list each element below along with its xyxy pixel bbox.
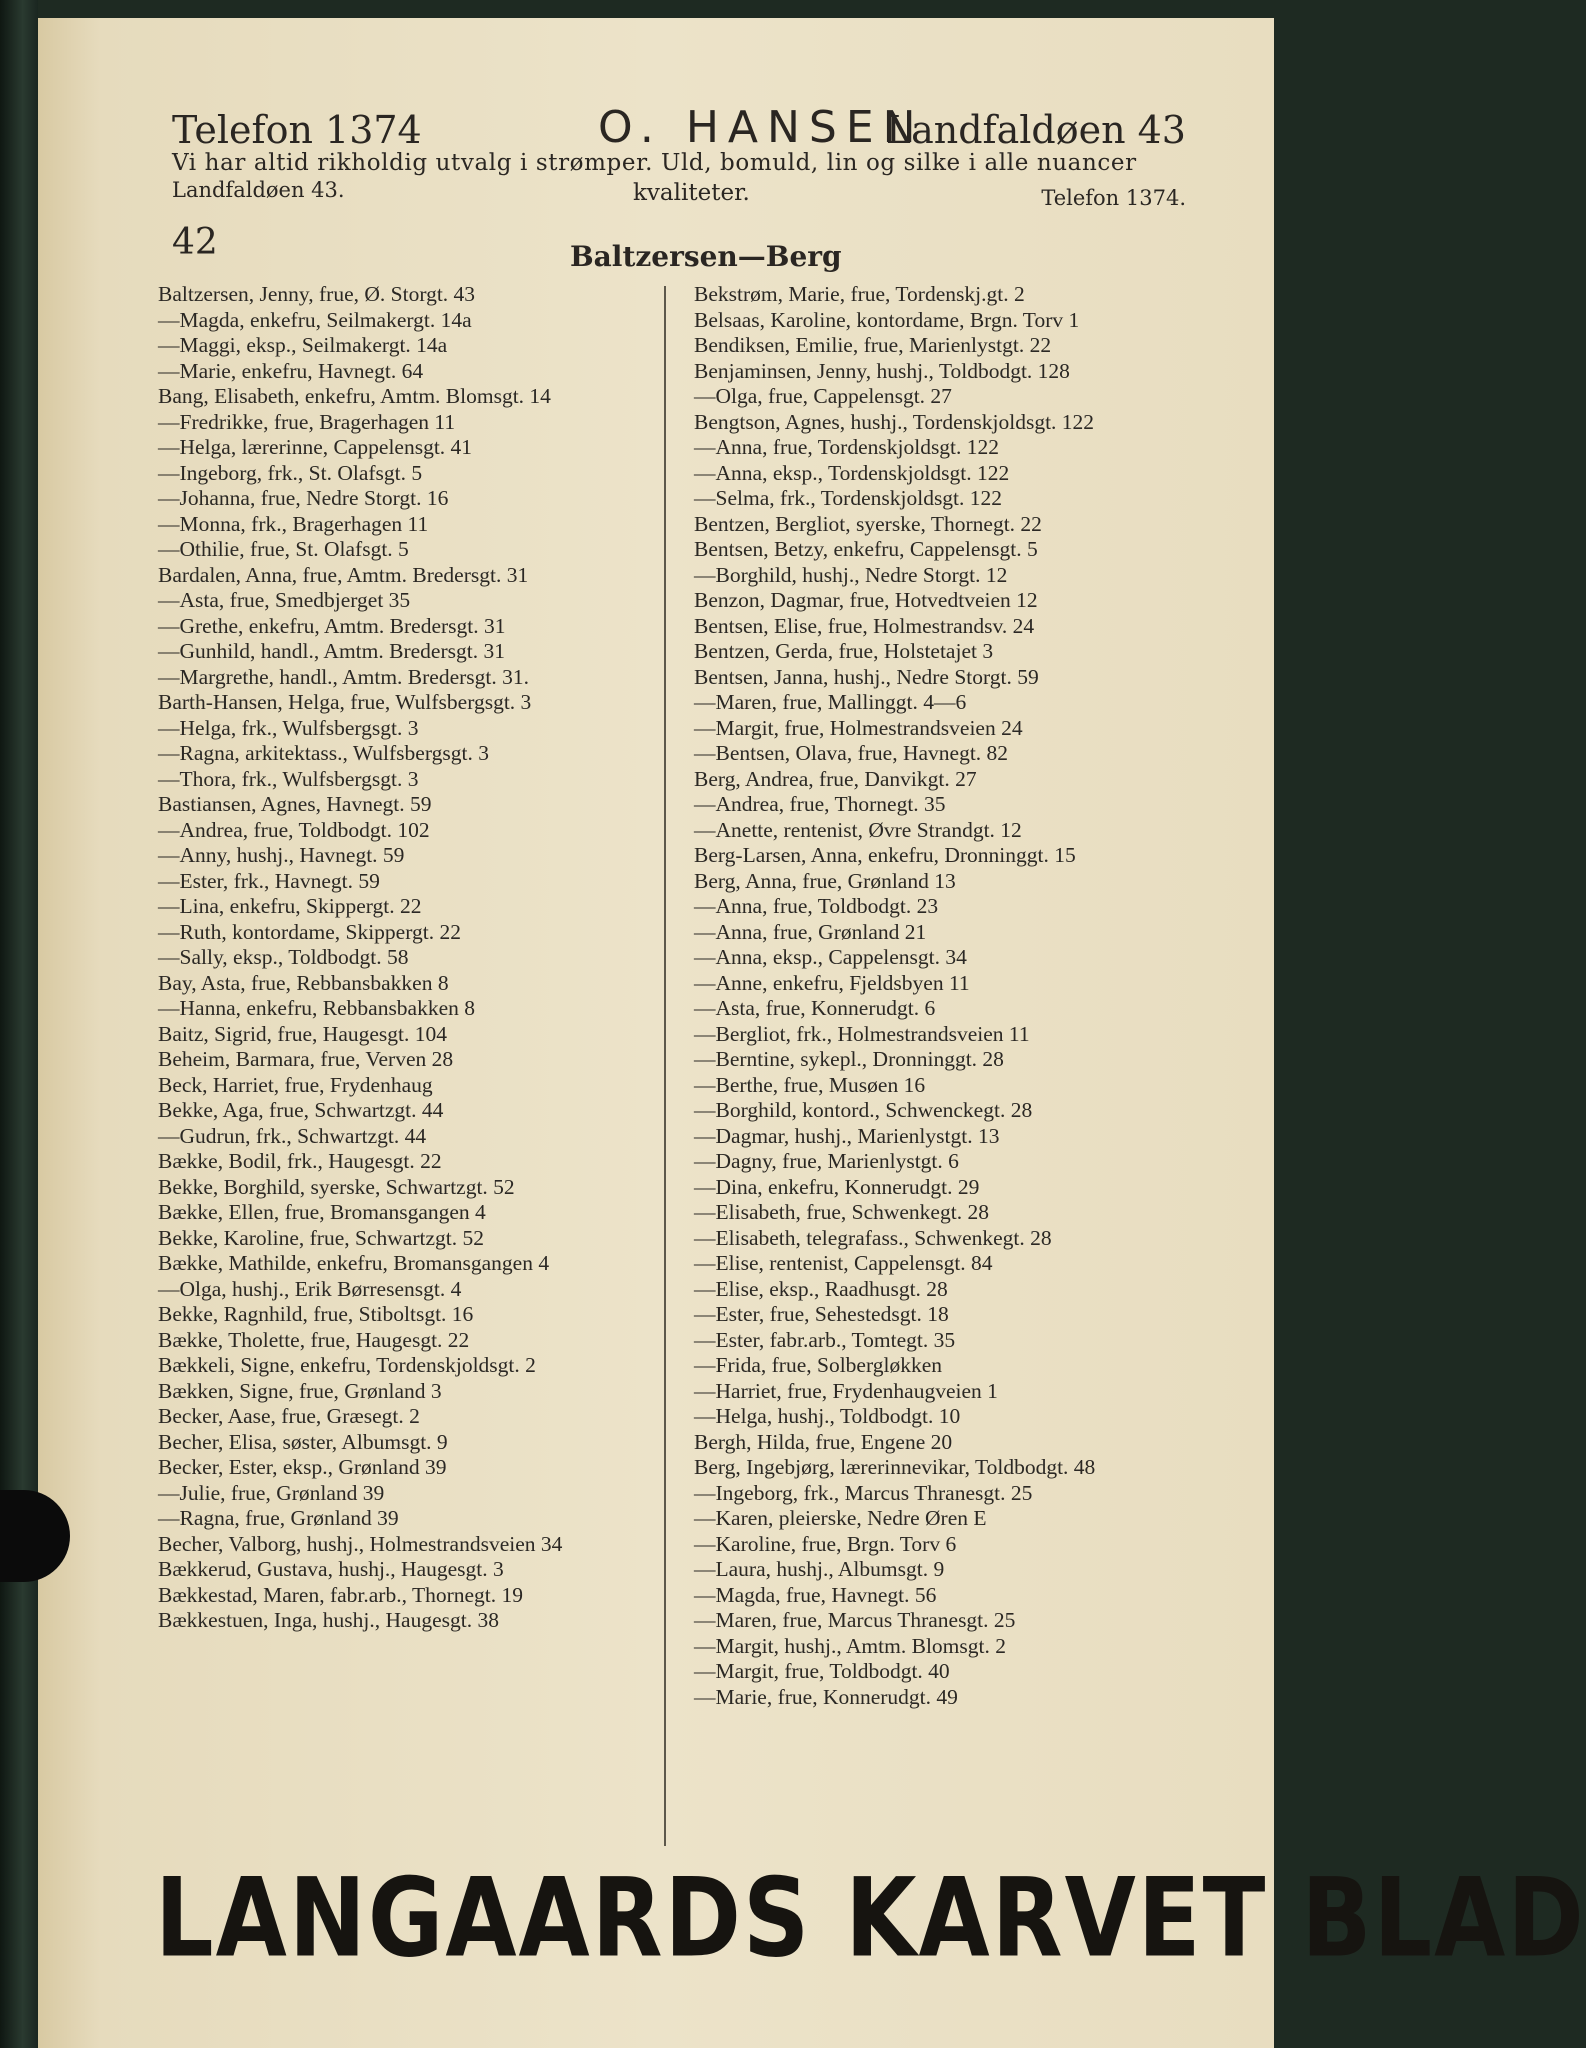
directory-entry: Bentzen, Bergliot, syerske, Thornegt. 22 [694,511,1042,536]
directory-entry: Becker, Ester, eksp., Grønland 39 [158,1455,447,1479]
directory-entry: Baltzersen, Jenny, frue, Ø. Storgt. 43 [158,282,476,306]
directory-entry: —Berntine, sykepl., Dronninggt. 28 [694,1047,1004,1071]
directory-entry: —Asta, frue, Konnerudgt. 6 [694,996,936,1020]
advertisement-banner: LANGAARDS KARVET BLAD [155,1855,1586,1982]
book-binding [0,0,38,2048]
directory-entry: Bekke, Aga, frue, Schwartzgt. 44 [158,1098,444,1122]
directory-entry: Bekstrøm, Marie, frue, Tordenskj.gt. 2 [694,282,1025,306]
directory-entry: Bækkerud, Gustava, hushj., Haugesgt. 3 [158,1557,504,1581]
directory-entry: Barth-Hansen, Helga, frue, Wulfsbergsgt. 3 [158,690,532,714]
directory-entry: —Hanna, enkefru, Rebbansbakken 8 [158,996,476,1020]
right-column [694,282,1194,1710]
directory-entry: —Maren, frue, Marcus Thranesgt. 25 [694,1608,1016,1632]
directory-entry: —Helga, frk., Wulfsbergsgt. 3 [158,715,419,740]
directory-entry: Berg, Anna, frue, Grønland 13 [694,868,956,893]
directory-entry: —Anna, frue, Toldbodgt. 23 [694,894,939,918]
directory-entry: —Dagny, frue, Marienlystgt. 6 [694,1149,959,1173]
header-address-right: Landfaldøen 43 [885,108,1186,152]
column-divider [664,286,666,1846]
directory-entry: Bentsen, Betzy, enkefru, Cappelensgt. 5 [694,537,1038,561]
directory-entry: —Fredrikke, frue, Bragerhagen 11 [158,409,456,434]
directory-entry: —Othilie, frue, St. Olafsgt. 5 [158,537,409,561]
directory-entry: —Grethe, enkefru, Amtm. Bredersgt. 31 [158,613,506,638]
header-telefon-right: Telefon 1374. [1041,186,1186,210]
directory-entry: Becker, Aase, frue, Græsegt. 2 [158,1404,420,1428]
directory-entry: Bastiansen, Agnes, Havnegt. 59 [158,792,432,816]
directory-entry: Bække, Ellen, frue, Bromansgangen 4 [158,1200,486,1224]
directory-entry: Berg, Andrea, frue, Danvikgt. 27 [694,766,977,791]
directory-entry: —Magda, frue, Havnegt. 56 [694,1582,937,1607]
directory-entry: Becher, Valborg, hushj., Holmestrandsveien 34 [158,1531,563,1556]
directory-entry: Bekke, Ragnhild, frue, Stiboltsgt. 16 [158,1302,474,1326]
directory-entry: Bergh, Hilda, frue, Engene 20 [694,1429,953,1454]
directory-entry: —Karoline, frue, Brgn. Torv 6 [694,1531,957,1556]
directory-entry: —Asta, frue, Smedbjerget 35 [158,588,411,612]
directory-entry: Bækkestuen, Inga, hushj., Haugesgt. 38 [158,1608,499,1632]
directory-entry: —Olga, frue, Cappelensgt. 27 [694,384,952,408]
directory-entry: —Anna, eksp., Tordenskjoldsgt. 122 [694,460,1010,485]
directory-entry: Bækkeli, Signe, enkefru, Tordenskjoldsgt. 2 [158,1353,536,1377]
directory-entry: —Anne, enkefru, Fjeldsbyen 11 [694,970,970,995]
directory-entry: —Borghild, hushj., Nedre Storgt. 12 [694,562,1008,587]
directory-entry: —Maggi, eksp., Seilmakergt. 14a [158,333,448,357]
directory-entry: —Andrea, frue, Toldbodgt. 102 [158,817,430,842]
directory-entry: —Thora, frk., Wulfsbergsgt. 3 [158,766,419,791]
directory-entry: Bække, Bodil, frk., Haugesgt. 22 [158,1149,442,1173]
directory-entry: Bardalen, Anna, frue, Amtm. Bredersgt. 31 [158,562,529,587]
directory-entry: Bengtson, Agnes, hushj., Tordenskjoldsgt. 122 [694,409,1095,434]
directory-entry: Berg, Ingebjørg, lærerinnevikar, Toldbodgt. 48 [694,1455,1096,1479]
directory-entry: —Gudrun, frk., Schwartzgt. 44 [158,1123,427,1148]
directory-entry: —Dagmar, hushj., Marienlystgt. 13 [694,1123,1000,1148]
directory-entry: Bække, Mathilde, enkefru, Bromansgangen 4 [158,1251,550,1275]
directory-entry: —Frida, frue, Solbergløkken [694,1353,943,1377]
header-quality: kvaliteter. [633,180,750,206]
directory-entry: —Dina, enkefru, Konnerudgt. 29 [694,1174,980,1199]
directory-entry: —Sally, eksp., Toldbodgt. 58 [158,945,409,969]
directory-entry: Belsaas, Karoline, kontordame, Brgn. Torv 1 [694,307,1080,332]
directory-entry: —Ester, frk., Havnegt. 59 [158,868,380,893]
directory-entry: —Marie, enkefru, Havnegt. 64 [158,358,424,383]
directory-entry: —Elisabeth, frue, Schwenkegt. 28 [694,1200,989,1224]
directory-entry: —Bentsen, Olava, frue, Havnegt. 82 [694,741,1009,765]
directory-entry: —Elisabeth, telegrafass., Schwenkegt. 28 [694,1225,1052,1250]
header-address-left: Landfaldøen 43. [172,178,345,202]
directory-entry: —Anny, hushj., Havnegt. 59 [158,843,405,867]
directory-entry: —Margit, frue, Holmestrandsveien 24 [694,715,1023,740]
directory-entry: Bække, Tholette, frue, Haugesgt. 22 [158,1327,470,1352]
directory-entry: —Ragna, arkitektass., Wulfsbergsgt. 3 [158,741,489,765]
header-telefon-left: Telefon 1374 [172,108,422,152]
directory-entry: —Andrea, frue, Thornegt. 35 [694,792,946,816]
directory-entry: Bendiksen, Emilie, frue, Marienlystgt. 22 [694,333,1052,357]
directory-entry: —Elise, eksp., Raadhusgt. 28 [694,1276,948,1301]
directory-entry: Berg-Larsen, Anna, enkefru, Dronninggt. 15 [694,843,1076,867]
directory-entry: Bentsen, Elise, frue, Holmestrandsv. 24 [694,613,1035,638]
directory-entry: Bentsen, Janna, hushj., Nedre Storgt. 59 [694,664,1039,689]
header-firm-name: O. HANSEN [598,102,925,153]
directory-entry: —Karen, pleierske, Nedre Øren E [694,1506,987,1530]
directory-entry: —Gunhild, handl., Amtm. Bredersgt. 31 [158,639,505,663]
directory-entry: Beheim, Barmara, frue, Verven 28 [158,1047,454,1071]
directory-entry: —Ingeborg, frk., Marcus Thranesgt. 25 [694,1480,1033,1505]
directory-entry: —Anna, frue, Tordenskjoldsgt. 122 [694,435,1000,459]
directory-entry: —Olga, hushj., Erik Børresensgt. 4 [158,1276,462,1301]
directory-entry: Benjaminsen, Jenny, hushj., Toldbodgt. 128 [694,358,1070,383]
directory-entry: —Lina, enkefru, Skippergt. 22 [158,894,422,918]
directory-entry: —Helga, hushj., Toldbodgt. 10 [694,1404,961,1428]
directory-entry: —Marie, frue, Konnerudgt. 49 [694,1684,958,1709]
directory-entry: —Ragna, frue, Grønland 39 [158,1506,399,1530]
directory-entry: Benzon, Dagmar, frue, Hotvedtveien 12 [694,588,1038,612]
directory-entry: Bækkestad, Maren, fabr.arb., Thornegt. 19 [158,1582,524,1607]
header-tagline: Vi har altid rikholdig utvalg i strømper. Uld, bomuld, lin og silke i alle nuancer [172,150,1137,176]
directory-entry: Bentzen, Gerda, frue, Holstetajet 3 [694,639,994,663]
directory-entry: —Ingeborg, frk., St. Olafsgt. 5 [158,460,423,485]
directory-entry: Bekke, Borghild, syerske, Schwartzgt. 52 [158,1174,515,1199]
directory-entry: —Elise, rentenist, Cappelensgt. 84 [694,1251,993,1275]
directory-entry: —Julie, frue, Grønland 39 [158,1480,385,1505]
directory-entry: Beck, Harriet, frue, Frydenhaug [158,1072,433,1097]
running-head: Baltzersen—Berg [570,240,842,273]
directory-entry: —Ester, frue, Sehestedsgt. 18 [694,1302,949,1326]
left-column [158,282,658,1634]
directory-entry: —Laura, hushj., Albumsgt. 9 [694,1557,945,1581]
directory-entry: —Anette, rentenist, Øvre Strandgt. 12 [694,817,1022,842]
directory-entry: Bang, Elisabeth, enkefru, Amtm. Blomsgt. 14 [158,384,551,408]
directory-entry: —Magda, enkefru, Seilmakergt. 14a [158,307,472,332]
directory-entry: —Anna, frue, Grønland 21 [694,919,927,944]
advertisement-header [128,100,1186,210]
directory-entry: —Helga, lærerinne, Cappelensgt. 41 [158,435,473,459]
directory-entry: Bay, Asta, frue, Rebbansbakken 8 [158,970,449,995]
directory-entry: —Margit, frue, Toldbodgt. 40 [694,1659,950,1683]
directory-entry: —Margrethe, handl., Amtm. Bredersgt. 31. [158,664,530,689]
directory-entry: Becher, Elisa, søster, Albumsgt. 9 [158,1429,448,1454]
directory-entry: —Anna, eksp., Cappelensgt. 34 [694,945,967,969]
directory-entry: —Monna, frk., Bragerhagen 11 [158,511,429,536]
page-number: 42 [172,222,218,263]
directory-entry: Bekke, Karoline, frue, Schwartzgt. 52 [158,1225,484,1250]
directory-entry: —Bergliot, frk., Holmestrandsveien 11 [694,1021,1030,1046]
directory-entry: —Margit, hushj., Amtm. Blomsgt. 2 [694,1633,1006,1658]
directory-entry: —Selma, frk., Tordenskjoldsgt. 122 [694,486,1003,510]
directory-entry: —Ruth, kontordame, Skippergt. 22 [158,919,461,944]
directory-entry: —Ester, fabr.arb., Tomtegt. 35 [694,1327,956,1352]
directory-entry: —Harriet, frue, Frydenhaugveien 1 [694,1378,998,1403]
directory-entry: —Borghild, kontord., Schwenckegt. 28 [694,1098,1033,1122]
directory-entry: —Berthe, frue, Musøen 16 [694,1072,926,1097]
directory-entry: Baitz, Sigrid, frue, Haugesgt. 104 [158,1021,448,1046]
directory-entry: —Maren, frue, Mallinggt. 4—6 [694,690,967,714]
directory-entry: Bækken, Signe, frue, Grønland 3 [158,1378,442,1403]
directory-entry: —Johanna, frue, Nedre Storgt. 16 [158,486,449,510]
